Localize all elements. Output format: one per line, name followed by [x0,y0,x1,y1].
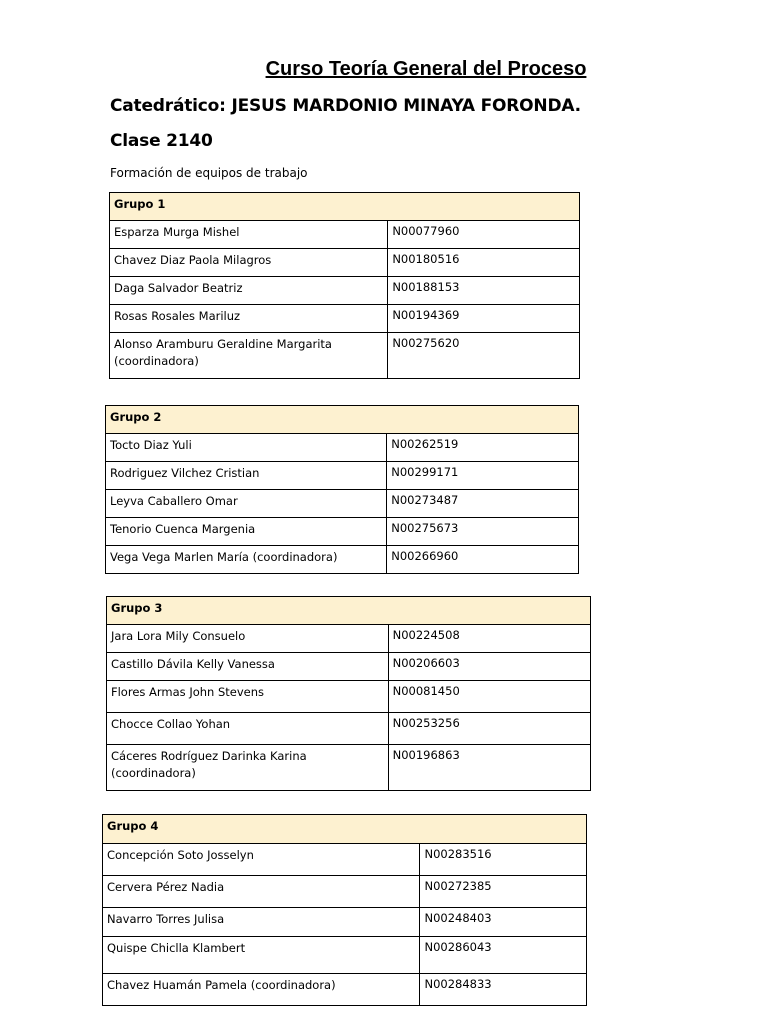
table-row [107,625,591,653]
member-name: Cervera Pérez Nadia [103,876,420,908]
member-name: Chocce Collao Yohan [107,713,389,745]
member-name: Quispe Chiclla Klambert [103,937,420,974]
member-name: Concepción Soto Josselyn [103,844,420,876]
group-title: Grupo 2 [106,406,579,434]
member-code: N00275673 [387,518,579,546]
member-code: N00253256 [388,713,590,745]
table-row [103,876,587,908]
member-code: N00224508 [388,625,590,653]
member-name: Castillo Dávila Kelly Vanessa [107,653,389,681]
member-code: N00248403 [420,908,587,937]
table-row [106,518,579,546]
member-name: Rosas Rosales Mariluz [110,305,388,333]
group-title: Grupo 4 [103,815,587,844]
member-name: Chavez Diaz Paola Milagros [110,249,388,277]
group-title: Grupo 1 [110,193,580,221]
member-code: N00196863 [388,745,590,791]
member-code: N00299171 [387,462,579,490]
member-code: N00286043 [420,937,587,974]
member-code: N00077960 [388,221,580,249]
member-name: Jara Lora Mily Consuelo [107,625,389,653]
table-row [103,937,587,974]
group-table-3 [106,596,591,791]
group-header-row [110,193,580,221]
table-row [103,974,587,1006]
member-name: Alonso Aramburu Geraldine Margarita (coordinadora) [110,333,388,379]
catedratico-line: Catedrático: JESUS MARDONIO MINAYA FORONDA. [110,96,581,116]
table-row [110,249,580,277]
member-name: Vega Vega Marlen María (coordinadora) [106,546,387,574]
table-row [110,333,580,379]
member-code: N00194369 [388,305,580,333]
member-code: N00284833 [420,974,587,1006]
document-title: Curso Teoría General del Proceso [265,58,587,80]
member-code: N00262519 [387,434,579,462]
group-table-2 [105,405,579,574]
member-name: Esparza Murga Mishel [110,221,388,249]
group-header-row [106,406,579,434]
group-header-row [107,597,591,625]
table-row [103,908,587,937]
member-name: Leyva Caballero Omar [106,490,387,518]
member-name: Flores Armas John Stevens [107,681,389,713]
table-row [107,681,591,713]
table-row [110,305,580,333]
table-row [110,221,580,249]
table-row [106,434,579,462]
table-row [106,546,579,574]
member-code: N00081450 [388,681,590,713]
member-code: N00283516 [420,844,587,876]
member-name: Chavez Huamán Pamela (coordinadora) [103,974,420,1006]
member-code: N00272385 [420,876,587,908]
member-name: Navarro Torres Julisa [103,908,420,937]
clase-line: Clase 2140 [110,131,213,151]
group-table-1 [109,192,580,379]
group-title: Grupo 3 [107,597,591,625]
table-row [103,844,587,876]
member-name: Cáceres Rodríguez Darinka Karina (coordinadora) [107,745,389,791]
member-name: Rodriguez Vilchez Cristian [106,462,387,490]
table-row [107,713,591,745]
member-code: N00273487 [387,490,579,518]
member-name: Daga Salvador Beatriz [110,277,388,305]
member-name: Tenorio Cuenca Margenia [106,518,387,546]
member-code: N00266960 [387,546,579,574]
group-header-row [103,815,587,844]
table-row [106,462,579,490]
member-code: N00188153 [388,277,580,305]
member-code: N00180516 [388,249,580,277]
table-row [106,490,579,518]
group-table-4 [102,814,587,1006]
table-row [107,745,591,791]
member-code: N00206603 [388,653,590,681]
table-row [107,653,591,681]
intro-text: Formación de equipos de trabajo [110,166,308,180]
table-row [110,277,580,305]
member-code: N00275620 [388,333,580,379]
member-name: Tocto Diaz Yuli [106,434,387,462]
